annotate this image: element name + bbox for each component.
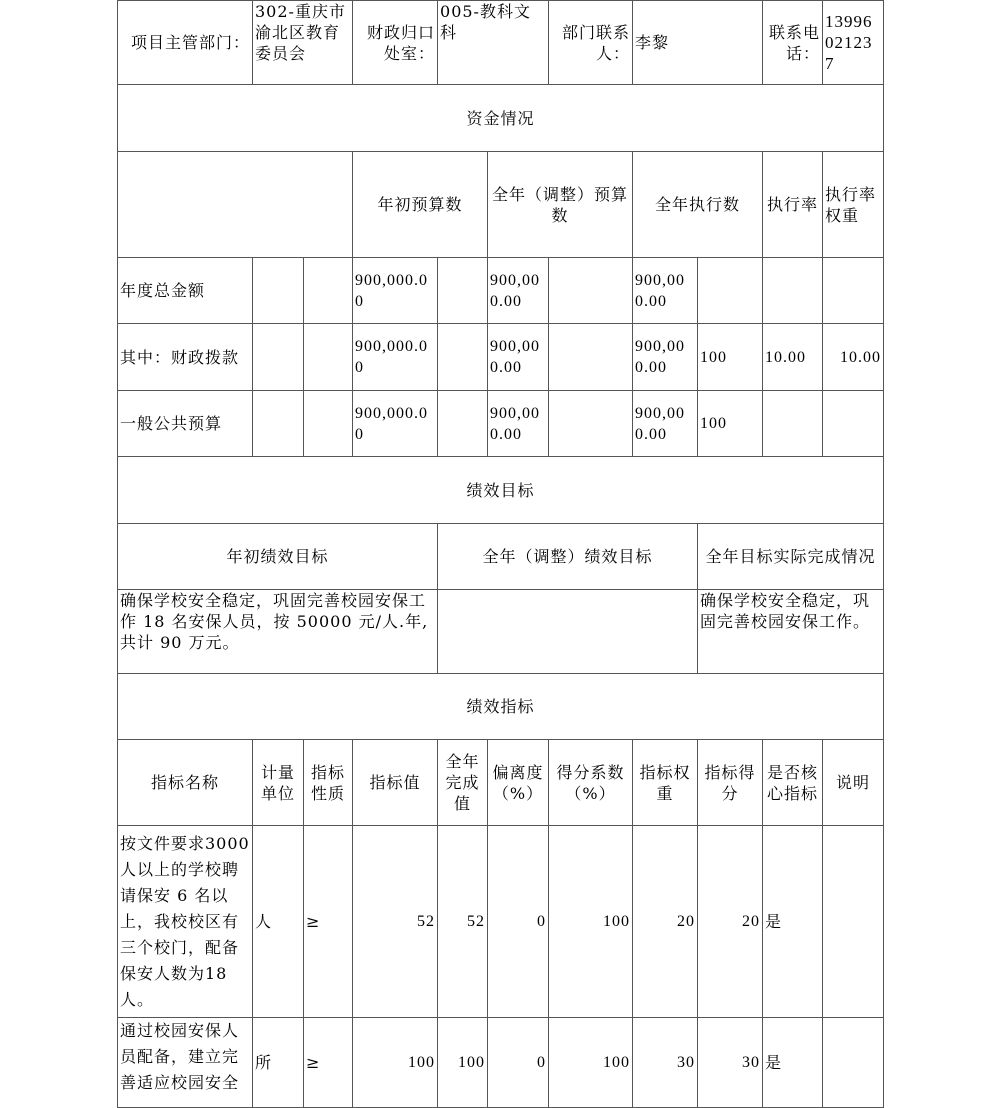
indicator-note (823, 826, 884, 1018)
col-weight: 指标权重 (633, 740, 698, 826)
col-adjusted-goal: 全年（调整）绩效目标 (438, 524, 698, 590)
adjusted-budget-value: 900,000.00 (488, 324, 549, 391)
blank-cell (549, 258, 633, 324)
col-note: 说明 (823, 740, 884, 826)
indicator-deviation: 0 (488, 826, 549, 1018)
col-actual-completion: 全年目标实际完成情况 (698, 524, 884, 590)
rate-score-value: 10.00 (823, 324, 884, 391)
col-initial-goal: 年初绩效目标 (118, 524, 438, 590)
col-exec-rate: 执行率 (763, 152, 823, 258)
col-rate-weight: 执行率权重 (823, 152, 884, 258)
exec-rate-value: 100 (698, 324, 763, 391)
funds-row-label: 其中：财政拨款 (118, 324, 253, 391)
actual-completion-text: 确保学校安全稳定，巩固完善校园安保工作。 (698, 590, 884, 674)
col-score: 指标得分 (698, 740, 763, 826)
indicator-score: 30 (698, 1018, 763, 1108)
rate-weight-value: 10.00 (763, 324, 823, 391)
indicator-weight: 20 (633, 826, 698, 1018)
funds-section-title: 资金情况 (118, 85, 884, 152)
col-is-core: 是否核心指标 (763, 740, 823, 826)
header-info-row (118, 1, 884, 85)
phone-label: 联系电话： (763, 1, 823, 85)
blank-cell (253, 258, 304, 324)
indicator-unit: 所 (253, 1018, 304, 1108)
col-actual-value: 全年完成值 (438, 740, 488, 826)
blank-cell (253, 324, 304, 391)
funds-header-row (118, 152, 884, 258)
blank-cell (549, 391, 633, 457)
funds-row (118, 258, 884, 324)
funds-row (118, 391, 884, 457)
rate-weight-value (763, 258, 823, 324)
adjusted-budget-value: 900,000.00 (488, 258, 549, 324)
dept-value: 302-重庆市渝北区教育委员会 (253, 1, 353, 85)
rate-score-value (823, 258, 884, 324)
phone-value: 13996021237 (823, 1, 884, 85)
col-initial-budget: 年初预算数 (353, 152, 488, 258)
rate-weight-value (763, 391, 823, 457)
col-adjusted-budget: 全年（调整）预算数 (488, 152, 633, 258)
executed-value: 900,000.00 (633, 258, 698, 324)
indicators-section-title: 绩效指标 (118, 674, 884, 740)
initial-goal-text: 确保学校安全稳定，巩固完善校园安保工作 18 名安保人员，按 50000 元/人.年,共计 90 万元。 (118, 590, 438, 674)
funds-row (118, 324, 884, 391)
blank-cell (253, 391, 304, 457)
indicator-nature: ≥ (304, 1018, 353, 1108)
col-target-value: 指标值 (353, 740, 438, 826)
indicator-name: 通过校园安保人员配备，建立完善适应校园安全 (118, 1018, 253, 1108)
executed-value: 900,000.00 (633, 324, 698, 391)
indicators-header-row (118, 740, 884, 826)
indicator-nature: ≥ (304, 826, 353, 1018)
indicator-is-core: 是 (763, 1018, 823, 1108)
finance-office-value: 005-教科文科 (438, 1, 549, 85)
indicator-note (823, 1018, 884, 1108)
indicator-is-core: 是 (763, 826, 823, 1018)
blank-cell (304, 258, 353, 324)
indicator-score-coef: 100 (549, 826, 633, 1018)
funds-header-blank (118, 152, 353, 258)
blank-cell (304, 324, 353, 391)
contact-label: 部门联系人： (549, 1, 633, 85)
initial-budget-value: 900,000.00 (353, 324, 438, 391)
blank-cell (438, 391, 488, 457)
indicator-score: 20 (698, 826, 763, 1018)
blank-cell (438, 324, 488, 391)
adjusted-budget-value: 900,000.00 (488, 391, 549, 457)
indicator-row (118, 1018, 884, 1108)
indicator-unit: 人 (253, 826, 304, 1018)
goals-content-row (118, 590, 884, 674)
initial-budget-value: 900,000.00 (353, 258, 438, 324)
goals-header-row (118, 524, 884, 590)
exec-rate-value (698, 258, 763, 324)
col-score-coef: 得分系数（%） (549, 740, 633, 826)
contact-value: 李黎 (633, 1, 763, 85)
adjusted-goal-text (438, 590, 698, 674)
indicator-deviation: 0 (488, 1018, 549, 1108)
col-nature: 指标性质 (304, 740, 353, 826)
indicator-target: 52 (353, 826, 438, 1018)
indicator-target: 100 (353, 1018, 438, 1108)
rate-score-value (823, 391, 884, 457)
initial-budget-value: 900,000.00 (353, 391, 438, 457)
performance-evaluation-table (117, 0, 884, 1108)
funds-row-label: 一般公共预算 (118, 391, 253, 457)
col-deviation: 偏离度（%） (488, 740, 549, 826)
indicator-actual: 52 (438, 826, 488, 1018)
indicator-row (118, 826, 884, 1018)
col-indicator-name: 指标名称 (118, 740, 253, 826)
dept-label: 项目主管部门： (118, 1, 253, 85)
blank-cell (304, 391, 353, 457)
col-executed: 全年执行数 (633, 152, 763, 258)
indicator-weight: 30 (633, 1018, 698, 1108)
blank-cell (549, 324, 633, 391)
executed-value: 900,000.00 (633, 391, 698, 457)
finance-office-label: 财政归口处室： (353, 1, 438, 85)
indicator-actual: 100 (438, 1018, 488, 1108)
funds-row-label: 年度总金额 (118, 258, 253, 324)
exec-rate-value: 100 (698, 391, 763, 457)
col-unit: 计量单位 (253, 740, 304, 826)
blank-cell (438, 258, 488, 324)
indicator-score-coef: 100 (549, 1018, 633, 1108)
goals-section-title: 绩效目标 (118, 457, 884, 524)
indicator-name: 按文件要求3000 人以上的学校聘请保安 6 名以上，我校校区有三个校门，配备保安人数为18 人。 (118, 826, 253, 1018)
